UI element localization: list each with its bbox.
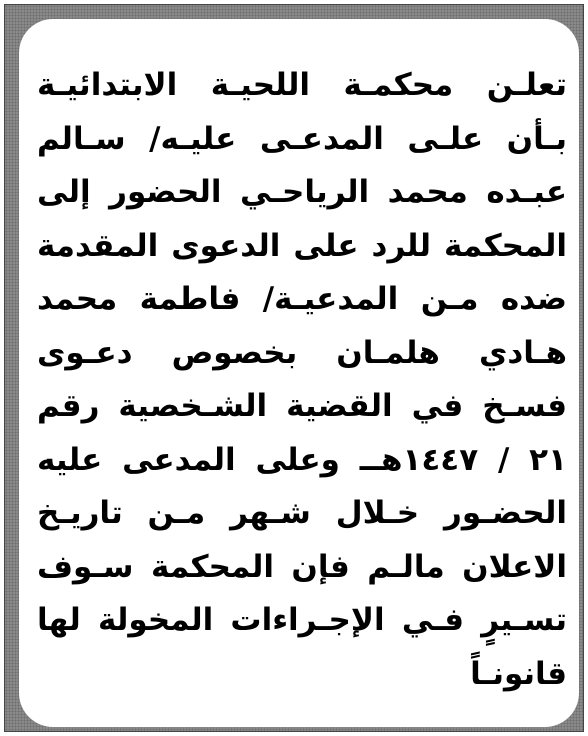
notice-line-4: المحكمة للرد على الدعوى المقدمة [37,227,567,264]
notice-line-6: هـادي هلمـان بخصوص دعـوى [37,334,567,371]
notice-line-5: ضده مـن المدعيـة/ فاطمة محمد [37,281,567,317]
notice-line-7: فسـخ في القضية الشـخصية رقم [37,388,567,424]
notice-line-8: ٢١ / ١٤٤٧هــ وعلى المدعى عليه [37,441,567,478]
notice-panel [19,19,579,727]
notice-line-11: تسـيرٍ فـي الإجـراءات المخولة لها [37,602,567,638]
notice-line-10: الاعلان مالـم فإن المحكمة سـوف [37,548,567,585]
notice-line-2: بـأن علـى المدعـى عليـه/ سـالم [37,120,567,157]
notice-line-12: قانونـاً [470,655,567,692]
notice-line-3: عبـده محمد الرياحـي الحضور إلى [37,174,567,210]
notice-line-1: تعلـن محكمـة اللحيـة الابتدائيـة [37,67,567,103]
notice-line-9: الحضـور خـلال شـهر مـن تاريـخ [37,495,567,531]
notice-border-frame [4,4,584,732]
court-notice-text [37,59,567,701]
